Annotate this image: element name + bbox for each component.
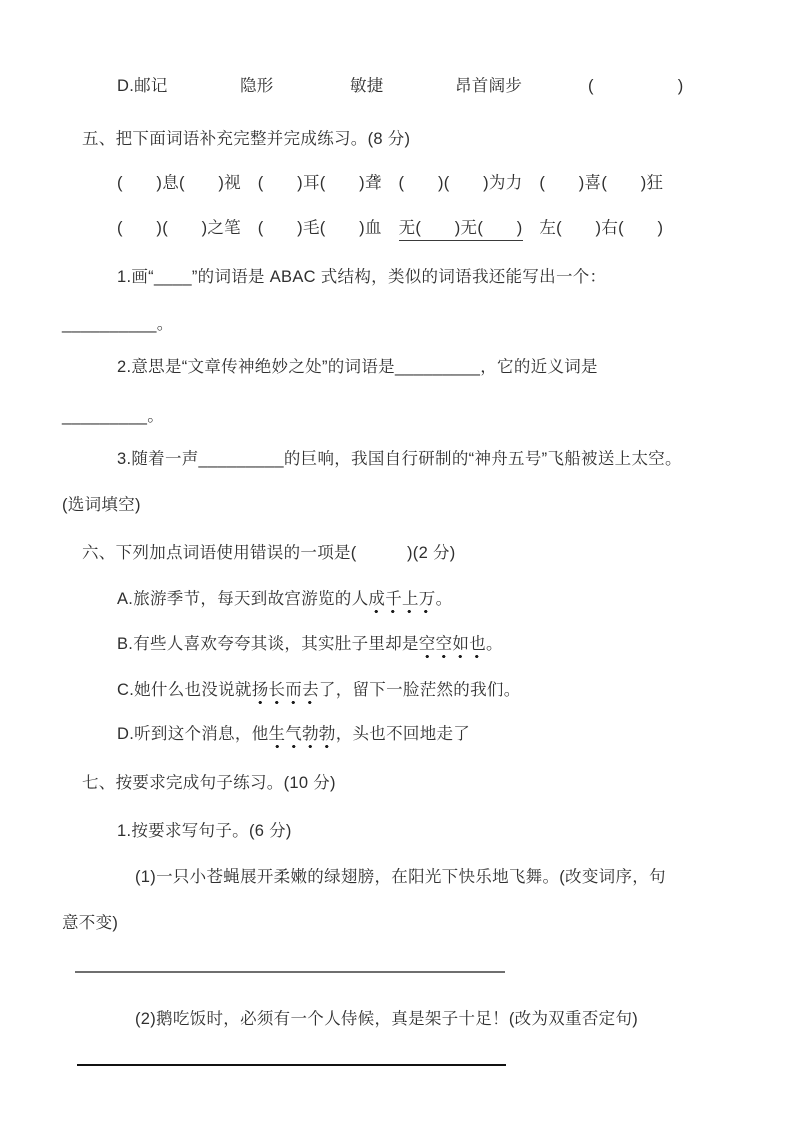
section7-question-1-line-2: 意不变) (62, 914, 119, 932)
option-a-tail: 。 (435, 590, 453, 608)
section5-question-3: 3.随着一声_________的巨响，我国自行研制的“神舟五号”飞船被送上太空。 (117, 450, 682, 468)
fill-row-2-post: 左( )右( ) (522, 219, 664, 237)
option-b-text: B.有些人喜欢夸夸其谈，其实肚子里却是 (117, 635, 419, 653)
option-b-emphasized-idiom: 空空如也 (419, 635, 486, 659)
option-d-word-2: 隐形 (240, 77, 274, 95)
option-d-word-3: 敏捷 (350, 77, 384, 95)
option-a-text: A.旅游季节，每天到故宫游览的人 (117, 590, 369, 608)
section5-question-1-blank: __________。 (62, 315, 174, 333)
option-d-row (0, 75, 793, 229)
option-d-word-4: 昂首阔步 (455, 77, 523, 95)
section5-question-2: 2.意思是“文章传神绝妙之处”的词语是_________，它的近义词是 (117, 358, 598, 376)
section6-option-b (117, 633, 503, 655)
option-b-tail: 。 (486, 635, 503, 653)
option-d-word-1: D.邮记 (117, 77, 168, 95)
section7-question-1-line-1: (1)一只小苍蝇展开柔嫩的绿翅膀，在阳光下快乐地飞舞。(改变词序，句 (135, 868, 666, 886)
section5-question-1: 1.画“____”的词语是 ABAC 式结构，类似的词语我还能写出一个： (117, 268, 607, 286)
section5-fill-row-1: ( )息( )视 ( )耳( )聋 ( )( )为力 ( )喜( )狂 (117, 174, 664, 192)
option-c-emphasized-idiom: 扬长而去 (252, 681, 319, 705)
section5-note: (选词填空) (62, 496, 141, 514)
section5-fill-row-2 (117, 217, 663, 239)
fill-row-2-underlined-idiom: 无( )无( ) (399, 219, 523, 241)
section6-option-c (117, 679, 521, 701)
option-a-emphasized-idiom: 成千上万 (368, 590, 435, 614)
section7-question-2: (2)鹅吃饭时，必须有一个人侍候，真是架子十足！(改为双重否定句) (135, 1010, 639, 1028)
section7-sub1: 1.按要求写句子。(6 分) (117, 822, 292, 840)
option-d-tail: ，头也不回地走了 (335, 725, 471, 743)
answer-line-1 (75, 971, 505, 973)
answer-line-2 (77, 1064, 506, 1066)
section5-question-2-blank: _________。 (62, 407, 165, 425)
option-c-tail: 了，留下一脸茫然的我们。 (318, 681, 521, 699)
section6-option-d (117, 723, 470, 745)
section7-heading: 七、按要求完成句子练习。(10 分) (82, 774, 336, 792)
option-d-emphasized-idiom: 生气勃勃 (269, 725, 336, 749)
section6-heading: 六、下列加点词语使用错误的一项是( )(2 分) (82, 544, 456, 562)
option-d-text: D.听到这个消息，他 (117, 725, 269, 743)
section6-option-a (117, 588, 452, 610)
fill-row-2-pre: ( )( )之笔 ( )毛( )血 (117, 219, 399, 237)
option-d-answer-bracket: ( ) (588, 77, 684, 95)
option-c-text: C.她什么也没说就 (117, 681, 252, 699)
section5-heading: 五、把下面词语补充完整并完成练习。(8 分) (82, 130, 411, 148)
